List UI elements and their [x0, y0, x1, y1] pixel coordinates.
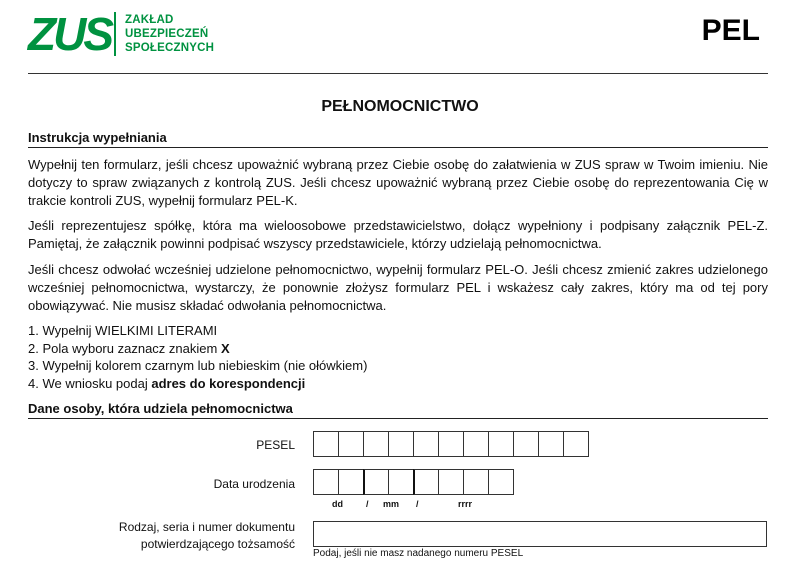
birth-year-box[interactable] — [413, 469, 439, 495]
birth-month-box[interactable] — [363, 469, 389, 495]
birth-day-box[interactable] — [313, 469, 339, 495]
birth-year-box[interactable] — [488, 469, 514, 495]
birth-year-box[interactable] — [438, 469, 464, 495]
instruction-paragraph: Jeśli reprezentujesz spółkę, która ma wieloosobowe przedstawicielstwo, dołącz wypełniony i podpisany załącznik PEL-Z. Pamiętaj, że załącznik powinni podpisać wszyscy przedstawiciele, którzy udzielają pełnomocnictwa. — [28, 218, 768, 251]
pesel-field[interactable] — [313, 431, 588, 457]
list-item: 1. Wypełnij WIELKIMI LITERAMI — [28, 323, 218, 338]
logo-line: UBEZPIECZEŃ — [125, 28, 209, 40]
id-document-hint: Podaj, jeśli nie masz nadanego numeru PESEL — [313, 548, 524, 559]
id-document-field[interactable] — [313, 521, 767, 547]
birth-date-label: Data urodzenia — [213, 477, 295, 491]
pesel-label: PESEL — [256, 438, 295, 452]
svg-text:ZUS: ZUS — [28, 8, 111, 60]
pesel-digit-box[interactable] — [563, 431, 589, 457]
pesel-digit-box[interactable] — [313, 431, 339, 457]
instruction-list — [28, 322, 768, 392]
birth-day-box[interactable] — [338, 469, 364, 495]
instruction-paragraph: Jeśli chcesz odwołać wcześniej udzielone pełnomocnictwo, wypełnij formularz PEL-O. Jeśli chcesz zmienić zakres udzielonego wcześniej pełnomocnictwa, wystarczy, że ponownie złożysz formularz PEL i wskażesz cały zakres, który ma od tej pory obowiązywać. Nie musisz składać odwołania pełnomocnictwa. — [28, 262, 768, 313]
logo-line: SPOŁECZNYCH — [125, 42, 215, 54]
pesel-digit-box[interactable] — [363, 431, 389, 457]
list-item: 4. We wniosku podaj adres do korespondencji — [28, 375, 306, 391]
birth-month-box[interactable] — [388, 469, 414, 495]
list-item: 3. Wypełnij kolorem czarnym lub niebieskim (nie ołówkiem) — [28, 358, 368, 373]
pesel-digit-box[interactable] — [338, 431, 364, 457]
logo-wordmark — [125, 13, 214, 55]
instructions-heading: Instrukcja wypełniania — [28, 130, 768, 148]
list-item: 2. Pola wyboru zaznacz znakiem X — [28, 340, 230, 356]
date-caption-separator: / — [366, 499, 369, 509]
date-caption-month: mm — [383, 499, 400, 509]
pesel-digit-box[interactable] — [513, 431, 539, 457]
pesel-digit-box[interactable] — [388, 431, 414, 457]
pesel-digit-box[interactable] — [438, 431, 464, 457]
date-caption-day: dd — [332, 499, 343, 509]
pesel-digit-box[interactable] — [463, 431, 489, 457]
id-document-label — [119, 519, 295, 553]
pesel-digit-box[interactable] — [413, 431, 439, 457]
form-code: PEL — [701, 14, 760, 47]
pesel-digit-box[interactable] — [538, 431, 564, 457]
logo-divider — [114, 12, 116, 56]
logo-line: ZAKŁAD — [125, 14, 174, 26]
id-document-label-line: Rodzaj, seria i numer dokumentu — [118, 520, 295, 534]
zus-logo-icon — [28, 8, 111, 60]
id-document-label-line: potwierdzającego tożsamość — [140, 537, 295, 551]
date-caption-separator: / — [416, 499, 419, 509]
instruction-paragraph: Wypełnij ten formularz, jeśli chcesz upoważnić wybraną przez Ciebie osobę do załatwienia w ZUS spraw w Twoim imieniu. Nie dotyczy to spraw związanych z kontrolą ZUS. Jeśli chcesz upoważnić wybraną przez Ciebie osobę do reprezentowania Cię w trakcie kontroli ZUS, wypełnij formularz PEL-K. — [28, 157, 768, 208]
section-heading: Dane osoby, która udziela pełnomocnictwa — [28, 401, 768, 419]
birth-year-box[interactable] — [463, 469, 489, 495]
document-title: PEŁNOMOCNICTWO — [321, 98, 479, 115]
date-caption-year: rrrr — [458, 499, 473, 509]
header-rule — [28, 73, 768, 74]
birth-date-field[interactable] — [313, 469, 513, 495]
pesel-digit-box[interactable] — [488, 431, 514, 457]
